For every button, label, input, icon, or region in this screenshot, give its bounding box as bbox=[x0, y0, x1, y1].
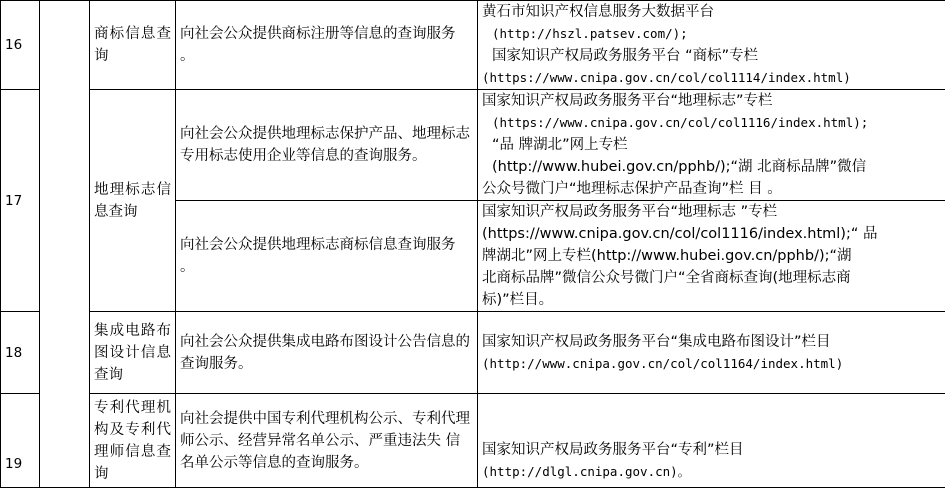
table-row bbox=[1, 394, 945, 488]
item-description: 向社会提供中国专利代理机构公示、专利代理师公示、经营异常名单公示、严重违法失 信名单公示等信息的查询服务。 bbox=[176, 394, 478, 488]
item-name: 地理标志信息查询 bbox=[90, 90, 176, 312]
item-name: 集成电路布图设计信息查询 bbox=[90, 312, 176, 394]
row-number: 17 bbox=[1, 90, 40, 312]
table-row bbox=[1, 90, 945, 201]
row-number: 16 bbox=[1, 1, 40, 90]
source-line: 北商标品牌”微信公众号微门户“全省商标查询(地理标志商 bbox=[482, 267, 941, 289]
item-description: 向社会公众提供地理标志商标信息查询服务 。 bbox=[176, 201, 478, 312]
item-sources bbox=[478, 312, 945, 394]
item-description: 向社会公众提供地理标志保护产品、地理标志专用标志使用企业等信息的查询服务。 bbox=[176, 90, 478, 201]
item-description: 向社会公众提供商标注册等信息的查询服务 。 bbox=[176, 1, 478, 90]
table-row bbox=[1, 1, 945, 90]
item-sources bbox=[478, 201, 945, 312]
source-url: (https://www.cnipa.gov.cn/col/col1116/index.html); bbox=[482, 112, 941, 134]
item-description: 向社会公众提供集成电路布图设计公告信息的查询服务。 bbox=[176, 312, 478, 394]
source-line: 国家知识产权局政务服务平台 “商标”专栏 bbox=[482, 45, 941, 67]
item-sources bbox=[478, 394, 945, 488]
source-line: 国家知识产权局政务服务平台“地理标志 ”专栏 bbox=[482, 201, 941, 223]
source-url: (https://www.cnipa.gov.cn/col/col1114/index.html) bbox=[482, 67, 941, 89]
source-line: “品 牌湖北”网上专栏 bbox=[482, 134, 941, 156]
item-sources bbox=[478, 1, 945, 90]
item-name: 专利代理机构及专利代理师信息查询 bbox=[90, 394, 176, 488]
source-url: (http://hszl.patsev.com/); bbox=[482, 23, 941, 45]
source-line: 黄石市知识产权信息服务大数据平台 bbox=[482, 1, 941, 23]
row-number: 19 bbox=[1, 394, 40, 488]
source-line: 国家知识产权局政务服务平台“专利”栏目 bbox=[482, 439, 941, 461]
row-number: 18 bbox=[1, 312, 40, 394]
source-line: 牌湖北”网上专栏(http://www.hubei.gov.cn/pphb/);“湖 bbox=[482, 245, 941, 267]
source-line: 国家知识产权局政务服务平台“集成电路布图设计”栏目 bbox=[482, 331, 941, 353]
item-sources bbox=[478, 90, 945, 201]
source-url: (http://www.cnipa.gov.cn/col/col1164/index.html) bbox=[482, 353, 941, 375]
item-name: 商标信息查询 bbox=[90, 1, 176, 90]
source-line: (http://www.hubei.gov.cn/pphb/);“湖 北商标品牌”微信 bbox=[482, 156, 941, 178]
source-line: 国家知识产权局政务服务平台“地理标志”专栏 bbox=[482, 90, 941, 112]
source-line: 标)”栏目。 bbox=[482, 289, 941, 311]
merged-blank-cell bbox=[40, 1, 90, 488]
table-row bbox=[1, 312, 945, 394]
source-line: 公众号微门户“地理标志保护产品查询”栏 目 。 bbox=[482, 178, 941, 200]
source-url: (http://dlgl.cnipa.gov.cn)。 bbox=[482, 461, 941, 483]
source-line: (https://www.cnipa.gov.cn/col/col1116/index.html);“ 品 bbox=[482, 223, 941, 245]
